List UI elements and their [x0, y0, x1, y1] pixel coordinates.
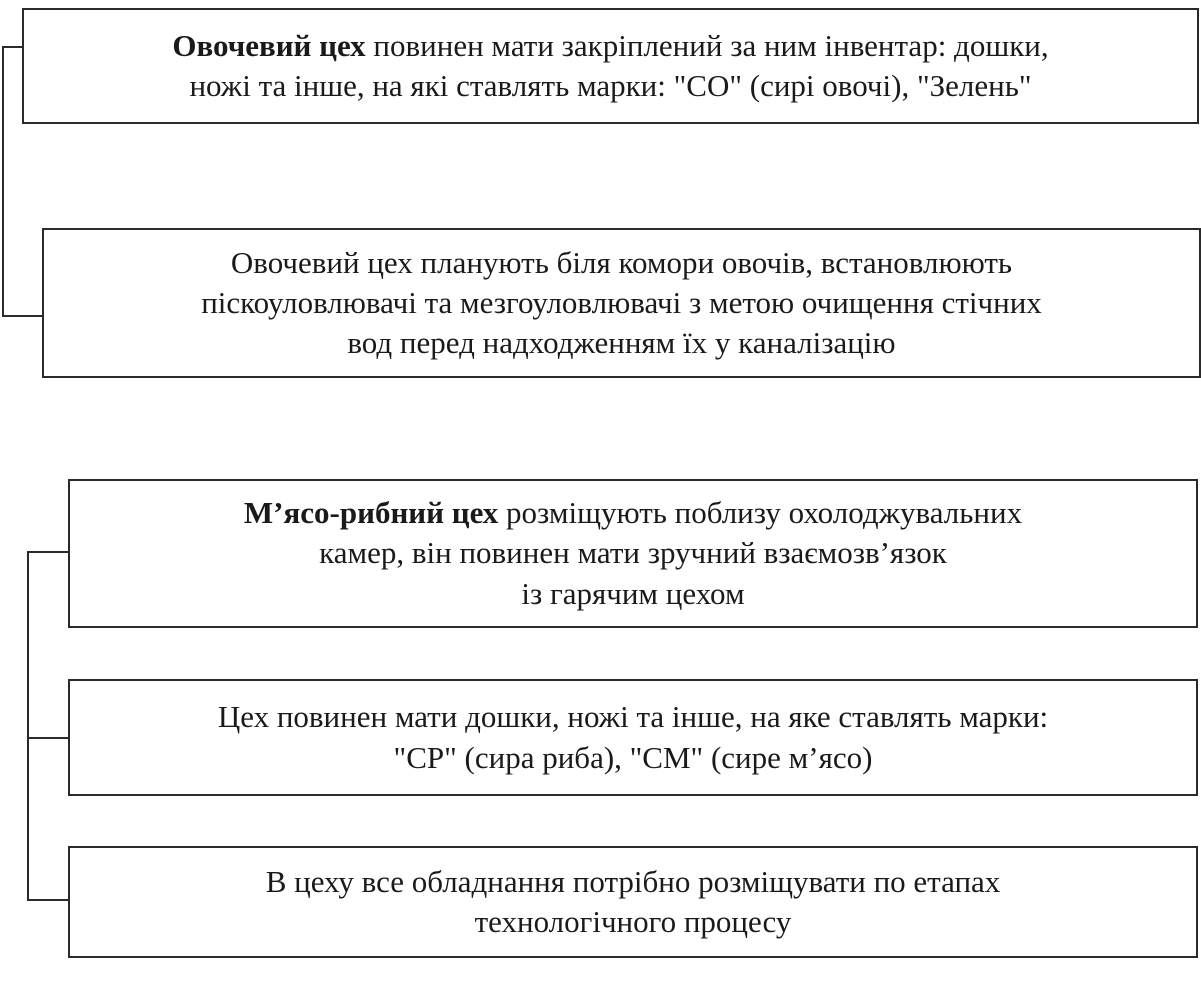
vegetable-shop-placement-box	[42, 228, 1201, 378]
equipment-arrangement-box	[68, 846, 1198, 958]
vegetable-shop-inventory-box	[22, 8, 1199, 124]
vegetable-shop-placement-text: Овочевий цех планують біля комори овочів, встановлюють піскоуловлювачі та мезгоуловлювачі з метою очищення стічних вод перед надходженням їх у каналізацію	[201, 244, 1042, 361]
equipment-arrangement-text: В цеху все обладнання потрібно розміщувати по етапах технологічного процесу	[265, 863, 1001, 939]
meat-fish-shop-inventory-text: Цех повинен мати дошки, ножі та інше, на яке ставлять марки: "СР" (сира риба), "СМ" (сире м’ясо)	[217, 699, 1049, 775]
meat-fish-shop-placement-box	[68, 479, 1198, 628]
meat-fish-shop-title: М’ясо-рибний цех	[243, 495, 499, 531]
meat-fish-shop-placement-text: М’ясо-рибний цех розміщують поблизу охолоджувальних камер, він повинен мати зручний взаємозв’язок із гарячим цехом	[243, 495, 1023, 611]
vegetable-shop-inventory-text: Овочевий цех повинен мати закріплений за ним інвентар: дошки, ножі та інше, на які ставлять марки: "СО" (сирі овочі), "Зелень"	[172, 27, 1049, 103]
meat-fish-shop-inventory-box	[68, 679, 1198, 796]
vegetable-shop-title: Овочевий цех	[172, 27, 366, 63]
